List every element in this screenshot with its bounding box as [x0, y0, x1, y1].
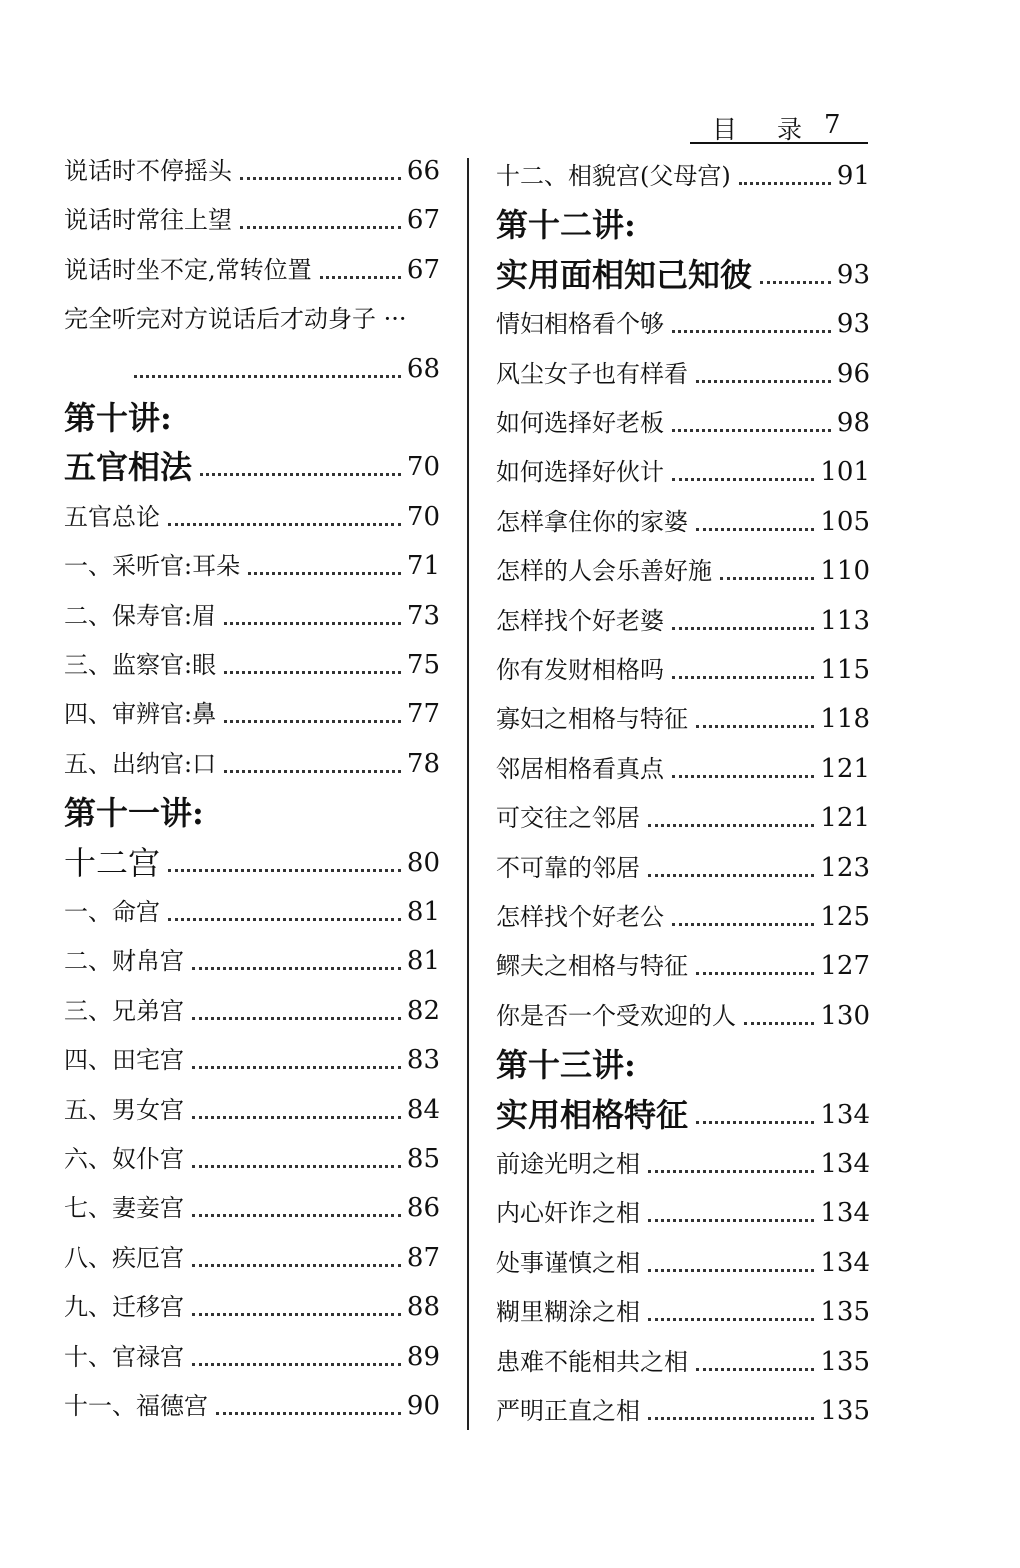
toc-leader-dots: [192, 1204, 401, 1217]
toc-leader-dots: [192, 1007, 401, 1020]
toc-entry-title: 一、采听官:耳朵: [64, 552, 241, 581]
toc-leader-dots: [696, 370, 831, 383]
header-page-number: 7: [824, 110, 841, 140]
toc-entry-page: 71: [406, 551, 440, 582]
toc-leader-dots: [672, 913, 814, 926]
toc-entry-title: 第十一讲:: [64, 794, 204, 833]
toc-entry-title: 寡妇之相格与特征: [496, 705, 688, 734]
toc-leader-dots: [192, 1106, 401, 1119]
toc-entry-page: 113: [820, 605, 870, 636]
toc-entry-title: 不可靠的邻居: [496, 853, 640, 882]
toc-leader-dots: [224, 710, 401, 723]
toc-entry-page: 105: [820, 506, 870, 537]
toc-entry: [496, 1190, 870, 1230]
toc-entry: [64, 543, 440, 583]
toc-entry-page: 130: [820, 1000, 870, 1031]
toc-leader-dots: [192, 957, 401, 970]
toc-entry: [64, 197, 440, 237]
toc-entry-page: 123: [820, 852, 870, 883]
toc-entry-title: 怎样找个好老婆: [496, 606, 664, 635]
toc-entry: [64, 938, 440, 978]
toc-entry-page: 70: [406, 452, 440, 483]
toc-entry-page: 75: [406, 650, 440, 680]
toc-entry: [64, 247, 440, 287]
toc-entry-title: 严明正直之相: [496, 1397, 640, 1425]
toc-leader-dots: [696, 518, 814, 531]
toc-entry: [64, 593, 440, 633]
toc-entry-title: 八、疾厄宫: [64, 1243, 184, 1272]
toc-entry: [64, 741, 440, 781]
toc-entry: [496, 696, 870, 736]
toc-entry: [64, 988, 440, 1028]
toc-entry: [496, 400, 870, 440]
toc-entry-page: 134: [820, 1198, 870, 1229]
toc-leader-dots: [320, 266, 401, 279]
toc-entry: [496, 1240, 870, 1280]
toc-entry-page: 70: [406, 501, 440, 532]
toc-entry-page: 81: [406, 946, 440, 977]
toc-entry: [64, 494, 440, 534]
toc-leader-dots: [168, 859, 401, 872]
toc-leader-dots: [648, 1160, 814, 1173]
toc-entry: [64, 691, 440, 731]
toc-entry-title: 内心奸诈之相: [496, 1199, 640, 1228]
toc-entry: [64, 1383, 440, 1423]
toc-leader-dots: [240, 216, 401, 229]
toc-leader-dots: [648, 1308, 814, 1321]
toc-leader-dots: [192, 1254, 401, 1267]
toc-leader-dots: [224, 661, 401, 674]
toc-entry-title: 四、审辨官:鼻: [64, 700, 217, 729]
toc-entry-title: 五官相法: [64, 448, 193, 487]
toc-leader-dots: [192, 1155, 401, 1168]
toc-entry-page: 73: [406, 600, 440, 631]
toc-leader-dots: [216, 1402, 401, 1415]
toc-entry-title: 第十讲:: [64, 399, 172, 437]
toc-entry: [496, 894, 870, 934]
toc-entry-page: 90: [406, 1391, 440, 1421]
toc-entry-title: 前途光明之相: [496, 1150, 640, 1178]
toc-entry-title: 第十三讲:: [496, 1046, 636, 1085]
toc-entry-page: 115: [820, 655, 870, 685]
toc-entry: [64, 642, 440, 682]
toc-entry: [64, 840, 440, 880]
toc-entry: [496, 1092, 870, 1132]
toc-entry-title: 你有发财相格吗: [496, 656, 664, 684]
toc-entry-page: 93: [836, 259, 870, 290]
toc-leader-dots: [240, 167, 401, 180]
toc-entry: [64, 889, 440, 929]
toc-entry-title: 说话时不停摇头: [64, 157, 232, 185]
toc-entry-page: 135: [820, 1346, 870, 1377]
toc-entry: [496, 301, 870, 341]
toc-entry-title: 九、迁移宫: [64, 1293, 184, 1322]
toc-entry-title: 六、奴仆宫: [64, 1145, 184, 1173]
toc-entry: [496, 647, 870, 687]
toc-leader-dots: [672, 617, 814, 630]
toc-entry-title: 处事谨慎之相: [496, 1248, 640, 1277]
toc-entry: [496, 598, 870, 638]
toc-entry: [496, 993, 870, 1033]
toc-entry-title: 你是否一个受欢迎的人: [496, 1001, 736, 1030]
toc-entry-page: 77: [406, 699, 440, 730]
toc-leader-dots: [134, 365, 401, 378]
toc-entry-title: 风尘女子也有样看: [496, 359, 688, 388]
toc-leader-dots: [696, 1111, 814, 1124]
toc-entry-page: 121: [820, 803, 870, 834]
toc-entry-title: 怎样找个好老公: [496, 903, 664, 931]
toc-entry-title: 五、出纳官:口: [64, 749, 217, 778]
toc-entry-title: 邻居相格看真点: [496, 754, 664, 783]
toc-entry-title: 怎样的人会乐善好施: [496, 557, 712, 586]
toc-entry: [496, 252, 870, 292]
toc-entry: [496, 449, 870, 489]
toc-entry-page: 101: [820, 457, 870, 488]
toc-leader-dots: [672, 419, 831, 432]
toc-entry: [64, 1136, 440, 1176]
toc-entry-page: 88: [406, 1292, 440, 1323]
toc-entry: [496, 153, 870, 193]
toc-entry-page: 80: [406, 847, 440, 878]
toc-entry: [64, 1037, 440, 1077]
toc-entry-page: 78: [406, 748, 440, 779]
toc-leader-dots: [192, 1353, 401, 1366]
toc-entry-page: 91: [836, 161, 870, 191]
toc-entry: [64, 296, 440, 336]
toc-entry: [64, 1235, 440, 1275]
toc-leader-dots: [168, 513, 401, 526]
toc-entry: [496, 845, 870, 885]
toc-entry-title: 如何选择好伙计: [496, 458, 664, 487]
toc-entry-title: 二、保寿官:眉: [64, 601, 217, 630]
toc-entry-page: 96: [836, 358, 870, 389]
toc-entry-title: 说话时常往上望: [64, 206, 232, 235]
toc-entry-title: 完全听完对方说话后才动身子 ···: [64, 305, 407, 334]
toc-entry-page: 85: [406, 1144, 440, 1174]
toc-entry-page: 67: [406, 205, 440, 236]
toc-leader-dots: [672, 468, 814, 481]
toc-entry-page: 81: [406, 897, 440, 927]
toc-entry-page: 134: [820, 1099, 870, 1130]
toc-entry-title: 情妇相格看个够: [496, 310, 664, 339]
toc-entry: [64, 1087, 440, 1127]
toc-entry: [496, 795, 870, 835]
toc-leader-dots: [648, 1259, 814, 1272]
toc-entry-title: 第十二讲:: [496, 206, 636, 245]
toc-leader-dots: [720, 567, 814, 580]
toc-entry: [64, 1284, 440, 1324]
toc-leader-dots: [224, 760, 401, 773]
toc-entry-page: 93: [836, 309, 870, 340]
toc-leader-dots: [696, 715, 814, 728]
toc-entry: [496, 1339, 870, 1379]
toc-leader-dots: [696, 962, 814, 975]
toc-entry-title: 四、田宅宫: [64, 1046, 184, 1075]
toc-entry-page: 127: [820, 951, 870, 982]
toc-entry: [496, 351, 870, 391]
toc-entry-title: 患难不能相共之相: [496, 1347, 688, 1376]
toc-entry-title: 十一、福德宫: [64, 1392, 208, 1420]
toc-entry: [496, 1042, 870, 1085]
toc-entry: [64, 395, 440, 435]
toc-entry: [496, 1388, 870, 1428]
toc-entry-title: 糊里糊涂之相: [496, 1298, 640, 1327]
toc-entry-page: 135: [820, 1396, 870, 1426]
toc-entry: [496, 746, 870, 786]
toc-entry-title: 二、财帛宫: [64, 947, 184, 976]
toc-entry-title: 实用相格特征: [496, 1095, 689, 1134]
toc-entry-title: 五官总论: [64, 502, 160, 531]
toc-entry-title: 十、官禄宫: [64, 1342, 184, 1371]
toc-entry: [64, 346, 440, 386]
toc-entry-page: 67: [406, 254, 440, 285]
toc-entry-title: 七、妻妾宫: [64, 1194, 184, 1223]
toc-entry: [64, 790, 440, 833]
column-divider: [467, 158, 469, 1430]
toc-entry-title: 怎样拿住你的家婆: [496, 507, 688, 536]
page-header: [690, 108, 868, 144]
toc-entry-page: 66: [406, 156, 440, 186]
toc-leader-dots: [192, 1303, 401, 1316]
toc-entry-page: 134: [820, 1247, 870, 1278]
toc-leader-dots: [696, 1358, 814, 1371]
toc-entry: [64, 1185, 440, 1225]
toc-leader-dots: [648, 814, 814, 827]
toc-entry-page: 98: [836, 408, 870, 438]
toc-entry-page: 84: [406, 1094, 440, 1125]
toc-entry-title: 如何选择好老板: [496, 409, 664, 437]
toc-leader-dots: [672, 320, 831, 333]
toc-entry: [64, 444, 440, 487]
toc-leader-dots: [760, 271, 831, 284]
toc-entry-page: 135: [820, 1297, 870, 1328]
toc-entry-title: 可交往之邻居: [496, 804, 640, 833]
toc-leader-dots: [648, 1407, 814, 1420]
toc-entry-page: 121: [820, 753, 870, 784]
toc-entry-page: 68: [406, 353, 440, 384]
toc-leader-dots: [648, 1209, 814, 1222]
toc-leader-dots: [672, 666, 814, 679]
toc-entry-page: 110: [820, 556, 870, 587]
toc-entry: [496, 548, 870, 588]
toc-leader-dots: [168, 908, 401, 921]
toc-leader-dots: [248, 562, 401, 575]
toc-entry-page: 89: [406, 1341, 440, 1372]
toc-leader-dots: [648, 864, 814, 877]
toc-entry-title: 十二、相貌宫(父母宫): [496, 162, 731, 190]
toc-entry: [64, 1334, 440, 1374]
toc-entry: [496, 499, 870, 539]
toc-entry: [64, 148, 440, 188]
toc-entry-title: 鳏夫之相格与特征: [496, 952, 688, 981]
toc-entry: [496, 1289, 870, 1329]
toc-leader-dots: [739, 172, 831, 185]
toc-leader-dots: [192, 1056, 401, 1069]
toc-entry-title: 说话时坐不定,常转位置: [64, 255, 312, 284]
toc-entry-title: 三、兄弟宫: [64, 996, 184, 1025]
toc-entry-page: 82: [406, 995, 440, 1026]
toc-leader-dots: [744, 1012, 814, 1025]
toc-entry-title: 一、命宫: [64, 898, 160, 926]
toc-entry-title: 实用面相知己知彼: [496, 255, 753, 294]
toc-entry-page: 134: [820, 1149, 870, 1179]
header-title: 目 录: [712, 115, 818, 144]
toc-entry: [496, 1141, 870, 1181]
toc-leader-dots: [200, 463, 401, 476]
toc-entry-page: 125: [820, 902, 870, 932]
toc-entry-title: 五、男女宫: [64, 1095, 184, 1124]
toc-entry-title: 十二宫: [64, 843, 161, 882]
toc-entry-page: 118: [820, 704, 870, 735]
toc-entry-title: 三、监察官:眼: [64, 651, 217, 679]
toc-entry-page: 83: [406, 1045, 440, 1076]
toc-leader-dots: [672, 765, 814, 778]
toc-entry: [496, 943, 870, 983]
toc-entry: [496, 202, 870, 245]
toc-entry-page: 87: [406, 1242, 440, 1273]
toc-leader-dots: [224, 612, 401, 625]
toc-entry-page: 86: [406, 1193, 440, 1224]
